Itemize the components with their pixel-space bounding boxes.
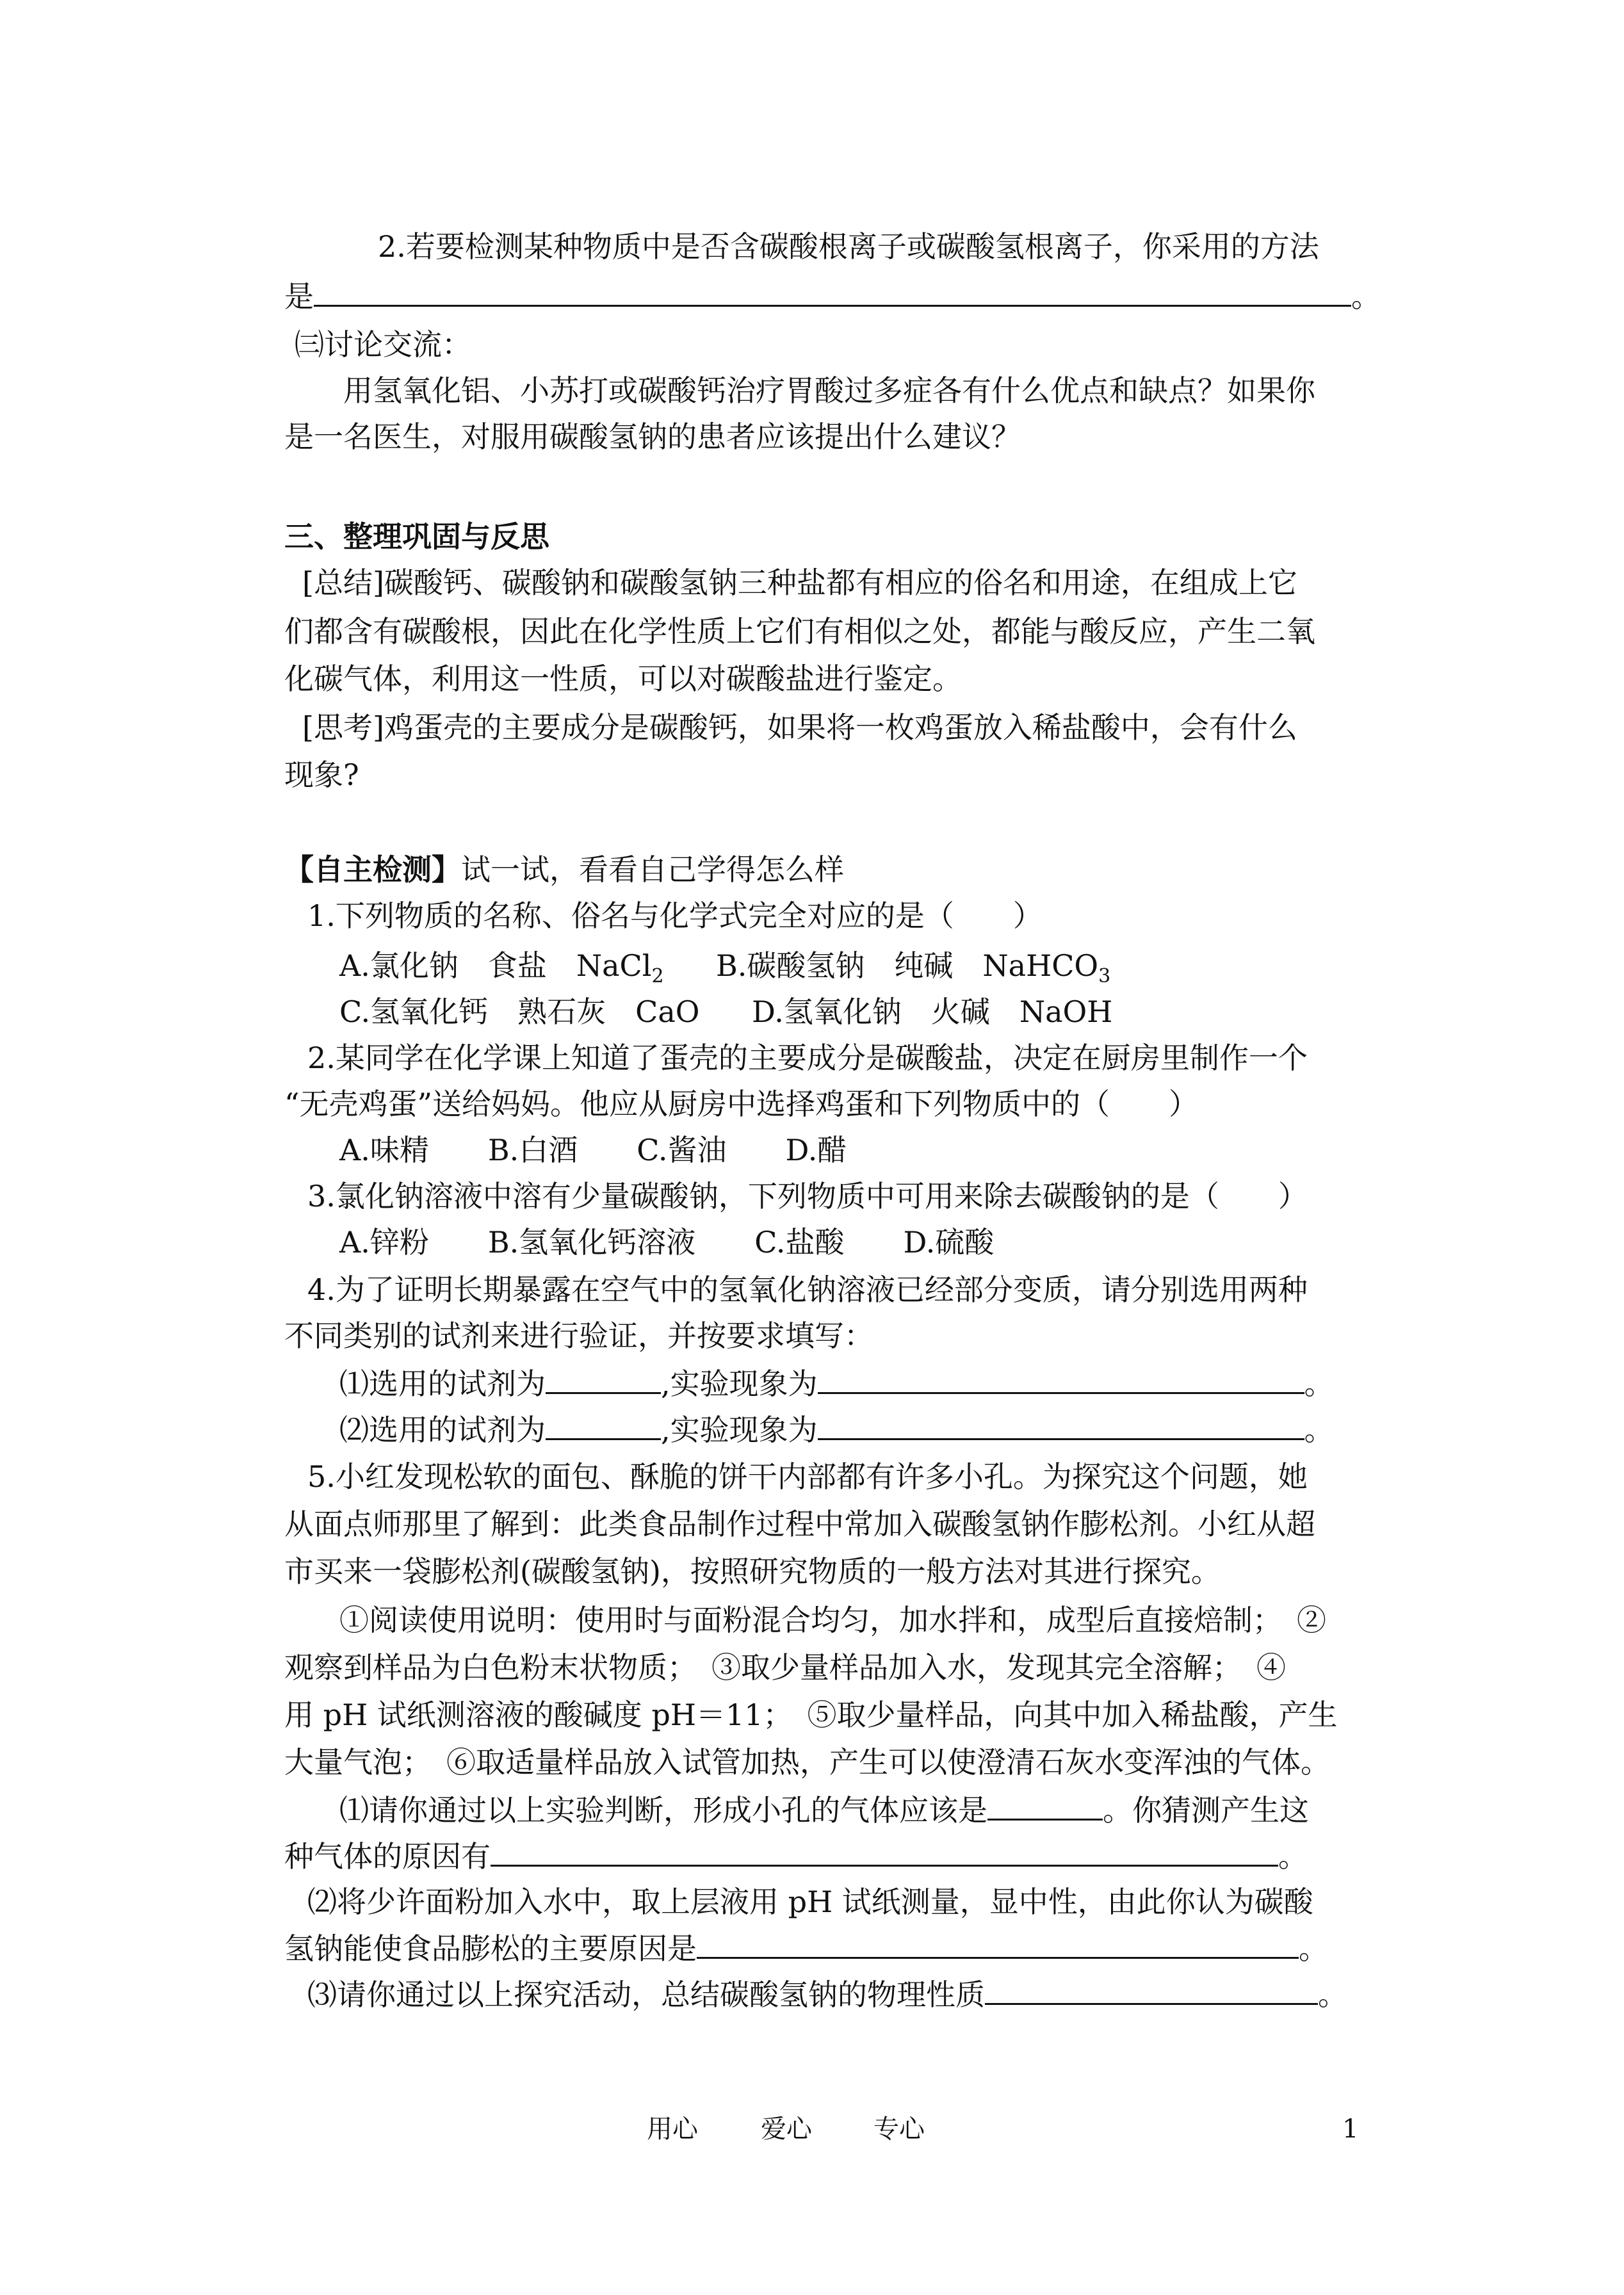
section3-heading: 三、整理巩固与反思 <box>284 519 549 554</box>
summary-line1: [总结]碳酸钙、碳酸钠和碳酸氢钠三种盐都有相应的俗名和用途，在组成上它 <box>302 565 1297 600</box>
q5-sub3-label: ⑶请你通过以上探究活动，总结碳酸氢钠的物理性质 <box>307 1977 985 2012</box>
q4-line2: 不同类别的试剂来进行验证，并按要求填写： <box>284 1318 873 1353</box>
think-line2: 现象? <box>284 758 359 792</box>
summary-line2: 们都含有碳酸根，因此在化学性质上它们有相似之处，都能与酸反应，产生二氧 <box>284 614 1315 649</box>
q2-detect-line1: 2.若要检测某种物质中是否含碳酸根离子或碳酸氢根离子，你采用的方法 <box>378 229 1319 264</box>
q1-option-a-text: A.氯化钠 食盐 NaCl <box>339 948 652 983</box>
period: 。 <box>1318 1977 1347 2012</box>
period: 。 <box>1299 1931 1328 1966</box>
q1-option-b-sub: 3 <box>1098 965 1111 988</box>
q5-sub1-text: ⑴请你通过以上实验判断，形成小孔的气体应该是 <box>339 1793 987 1828</box>
self-test-subtitle: 试一试，看看自己学得怎么样 <box>461 852 844 887</box>
q2-line1: 2.某同学在化学课上知道了蛋壳的主要成分是碳酸盐，决定在厨房里制作一个 <box>307 1041 1308 1075</box>
q1-option-a <box>339 946 664 988</box>
property-blank[interactable] <box>985 1975 1318 2005</box>
q5-line1: 5.小红发现松软的面包、酥脆的饼干内部都有许多小孔。为探究这个问题，她 <box>307 1459 1308 1494</box>
q5-sub2-line2 <box>284 1929 1328 1968</box>
q1-option-a-sub: 2 <box>651 965 664 988</box>
q1-option-c: C.氢氧化钙 熟石灰 CaO <box>339 994 700 1029</box>
discussion-heading: ㈢讨论交流： <box>295 327 471 362</box>
self-test-title: 【自主检测】 <box>284 852 461 887</box>
q5-line4: ①阅读使用说明：使用时与面粉混合均匀，加水拌和，成型后直接焙制； ② <box>339 1603 1326 1637</box>
q5-line5: 观察到样品为白色粉末状物质； ③取少量样品加入水，发现其完全溶解； ④ <box>284 1650 1286 1685</box>
q5-sub1-text-cont: 。你猜测产生这 <box>1103 1793 1309 1828</box>
period: 。 <box>1278 1839 1308 1874</box>
self-test-heading <box>284 850 844 889</box>
discussion-line2: 是一名医生，对服用碳酸氢钠的患者应该提出什么建议？ <box>284 419 1021 454</box>
discussion-line1: 用氢氧化铝、小苏打或碳酸钙治疗胃酸过多症各有什么优点和缺点？如果你 <box>343 373 1315 408</box>
period: 。 <box>1304 1366 1334 1401</box>
footer-motto-2: 爱心 <box>761 2114 812 2144</box>
q2-detect-line2 <box>284 277 1381 316</box>
q4-sub1 <box>339 1364 1334 1403</box>
q2-detect-prefix: 是 <box>284 279 314 314</box>
footer-motto-3: 专心 <box>873 2114 925 2144</box>
q4-sub1-phenomenon-label: ,实验现象为 <box>661 1366 818 1401</box>
q5-sub1-reason-label: 种气体的原因有 <box>284 1839 491 1874</box>
reagent-blank[interactable] <box>546 1364 661 1394</box>
q4-sub1-label: ⑴选用的试剂为 <box>339 1366 546 1401</box>
q5-sub2-line1: ⑵将少许面粉加入水中，取上层液用 pH 试纸测量，显中性，由此你认为碳酸 <box>307 1885 1313 1919</box>
summary-line3: 化碳气体，利用这一性质，可以对碳酸盐进行鉴定。 <box>284 661 962 696</box>
q5-line7: 大量气泡； ⑥取适量样品放入试管加热，产生可以使澄清石灰水变浑浊的气体。 <box>284 1745 1330 1780</box>
q5-sub3 <box>307 1975 1347 2014</box>
q4-line1: 4.为了证明长期暴露在空气中的氢氧化钠溶液已经部分变质，请分别选用两种 <box>307 1272 1308 1307</box>
think-line1: [思考]鸡蛋壳的主要成分是碳酸钙，如果将一枚鸡蛋放入稀盐酸中，会有什么 <box>302 710 1297 745</box>
answer-blank[interactable] <box>314 277 1351 307</box>
reason-blank[interactable] <box>491 1837 1278 1867</box>
q5-line3: 市买来一袋膨松剂(碳酸氢钠)，按照研究物质的一般方法对其进行探究。 <box>284 1554 1221 1589</box>
q5-sub1-line2 <box>284 1837 1308 1876</box>
q1-option-b-text: B.碳酸氢钠 纯碱 NaHCO <box>716 948 1099 983</box>
page-number: 1 <box>1342 2114 1359 2144</box>
q4-sub2-phenomenon-label: ,实验现象为 <box>661 1413 818 1447</box>
gas-blank[interactable] <box>987 1790 1103 1821</box>
period: 。 <box>1304 1413 1334 1447</box>
cause-blank[interactable] <box>697 1929 1299 1959</box>
q2-line2: “无壳鸡蛋”送给妈妈。他应从厨房中选择鸡蛋和下列物质中的（ ） <box>284 1087 1199 1121</box>
q5-sub2-label: 氢钠能使食品膨松的主要原因是 <box>284 1931 697 1966</box>
phenomenon-blank[interactable] <box>818 1364 1304 1394</box>
q1-stem: 1.下列物质的名称、俗名与化学式完全对应的是（ ） <box>307 898 1043 933</box>
q4-sub2-label: ⑵选用的试剂为 <box>339 1413 546 1447</box>
q1-option-b <box>716 946 1111 988</box>
q5-sub1-line1 <box>339 1790 1309 1829</box>
q1-option-d: D.氢氧化钠 火碱 NaOH <box>752 994 1113 1029</box>
q5-line2: 从面点师那里了解到：此类食品制作过程中常加入碳酸氢钠作膨松剂。小红从超 <box>284 1507 1315 1541</box>
q3-options: A.锌粉 B.氢氧化钙溶液 C.盐酸 D.硫酸 <box>339 1225 995 1260</box>
q3-line1: 3.氯化钠溶液中溶有少量碳酸钠，下列物质中可用来除去碳酸钠的是（ ） <box>307 1179 1308 1213</box>
reagent-blank[interactable] <box>546 1410 661 1440</box>
q2-options: A.味精 B.白酒 C.酱油 D.醋 <box>339 1133 847 1167</box>
footer-motto-1: 用心 <box>647 2114 698 2144</box>
phenomenon-blank[interactable] <box>818 1410 1304 1440</box>
q5-line6: 用 pH 试纸测溶液的酸碱度 pH＝11； ⑤取少量样品，向其中加入稀盐酸，产生 <box>284 1698 1338 1732</box>
q4-sub2 <box>339 1410 1334 1449</box>
period: 。 <box>1351 279 1381 314</box>
